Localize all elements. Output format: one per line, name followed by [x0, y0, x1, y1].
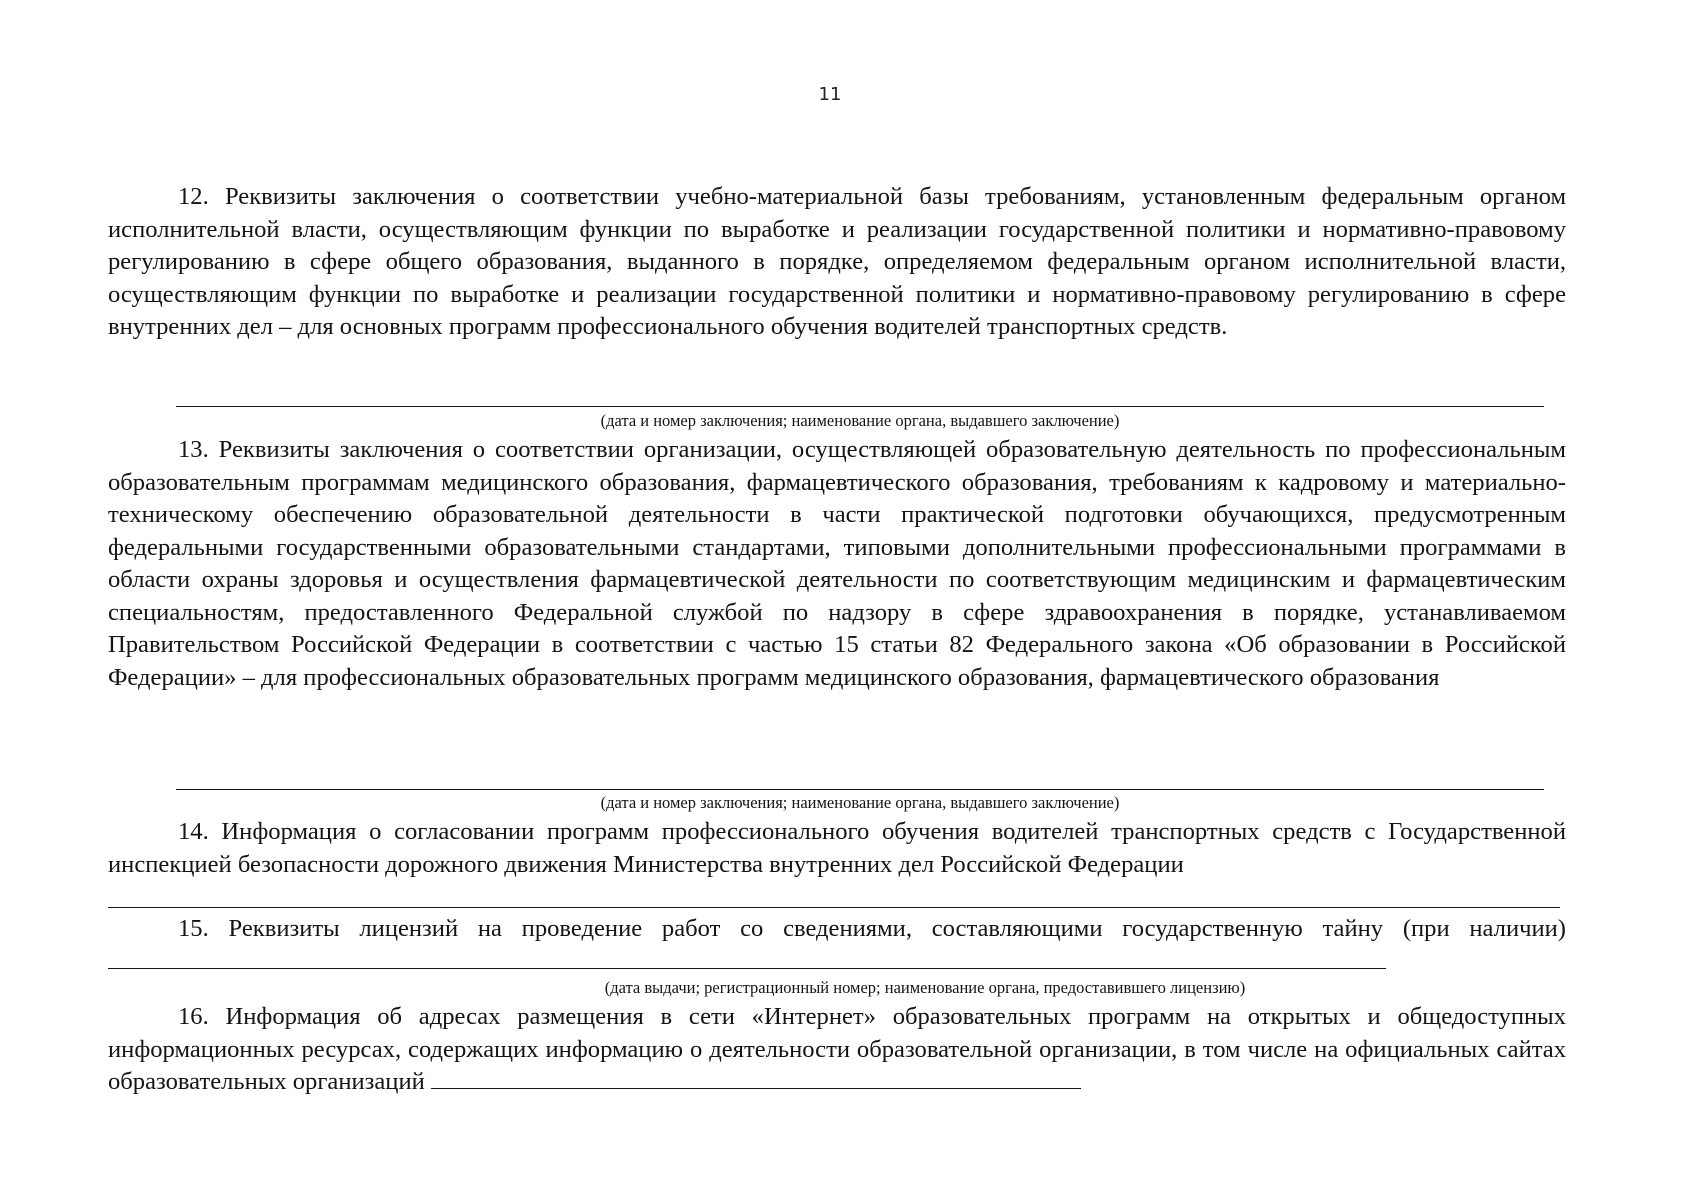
section-number: 16. [178, 1003, 209, 1030]
section-14 [108, 816, 1566, 881]
field-caption: (дата и номер заключения; наименование органа, выдавшего заключение) [600, 793, 1120, 812]
fill-in-line[interactable] [176, 789, 1544, 790]
section-15 [108, 913, 1566, 978]
section-text: Реквизиты лицензий на проведение работ со сведениями, составляющими государственную тайну (при наличии) [228, 915, 1566, 942]
section-number: 15. [178, 915, 209, 942]
fill-in-line[interactable] [431, 1070, 1081, 1089]
section-text: Реквизиты заключения о соответствии учебно-материальной базы требованиям, установленным федеральным органом исполнительной власти, осуществляющим функции по выработке и реализации государственной политики и нормативно-правовому регулированию в сфере общего образования, выданного в порядке, определяемом федеральным органом исполнительной власти, осуществляющим функции по выработке и реализации государственной политики и нормативно-правовому регулированию в сфере внутренних дел – для основных программ профессионального обучения водителей транспортных средств. [108, 183, 1567, 340]
fill-in-line[interactable] [108, 950, 1386, 969]
field-caption: (дата и номер заключения; наименование органа, выдавшего заключение) [600, 411, 1120, 430]
section-text: Реквизиты заключения о соответствии организации, осуществляющей образовательную деятельность по профессиональным образовательным программам медицинского образования, фармацевтического образования, требованиям к кадровому и материально-техническому обеспечению образовательной деятельности в части практической подготовки обучающихся, предусмотренным федеральными государственными образовательными стандартами, типовыми дополнительными профессиональными программами в области охраны здоровья и осуществления фармацевтической деятельности по соответствующим медицинским и фармацевтическим специальностям, предоставленного Федеральной службой по надзору в сфере здравоохранения в порядке, устанавливаемом Правительством Российской Федерации в соответствии с частью 15 статьи 82 Федерального закона «Об образовании в Российской Федерации» – для профессиональных образовательных программ медицинского образования, фармацевтического образования [108, 436, 1566, 691]
section-12 [108, 181, 1566, 344]
fill-in-line[interactable] [176, 406, 1544, 407]
section-13 [108, 434, 1566, 694]
field-caption: (дата выдачи; регистрационный номер; наименование органа, предоставившего лицензию) [604, 978, 1246, 997]
section-number: 14. [178, 818, 209, 845]
section-16 [108, 1001, 1566, 1099]
page-number: 11 [818, 84, 842, 105]
section-text: Информация о согласовании программ профессионального обучения водителей транспортных средств с Государственной инспекцией безопасности дорожного движения Министерства внутренних дел Российской Федерации [108, 818, 1566, 878]
section-number: 13. [178, 436, 209, 463]
section-number: 12. [178, 183, 209, 210]
section-text: Информация об адресах размещения в сети «Интернет» образовательных программ на открытых и общедоступных информационных ресурсах, содержащих информацию о деятельности образовательной организации, в том числе на официальных сайтах образовательных организаций [108, 1003, 1566, 1095]
fill-in-line[interactable] [108, 907, 1560, 908]
